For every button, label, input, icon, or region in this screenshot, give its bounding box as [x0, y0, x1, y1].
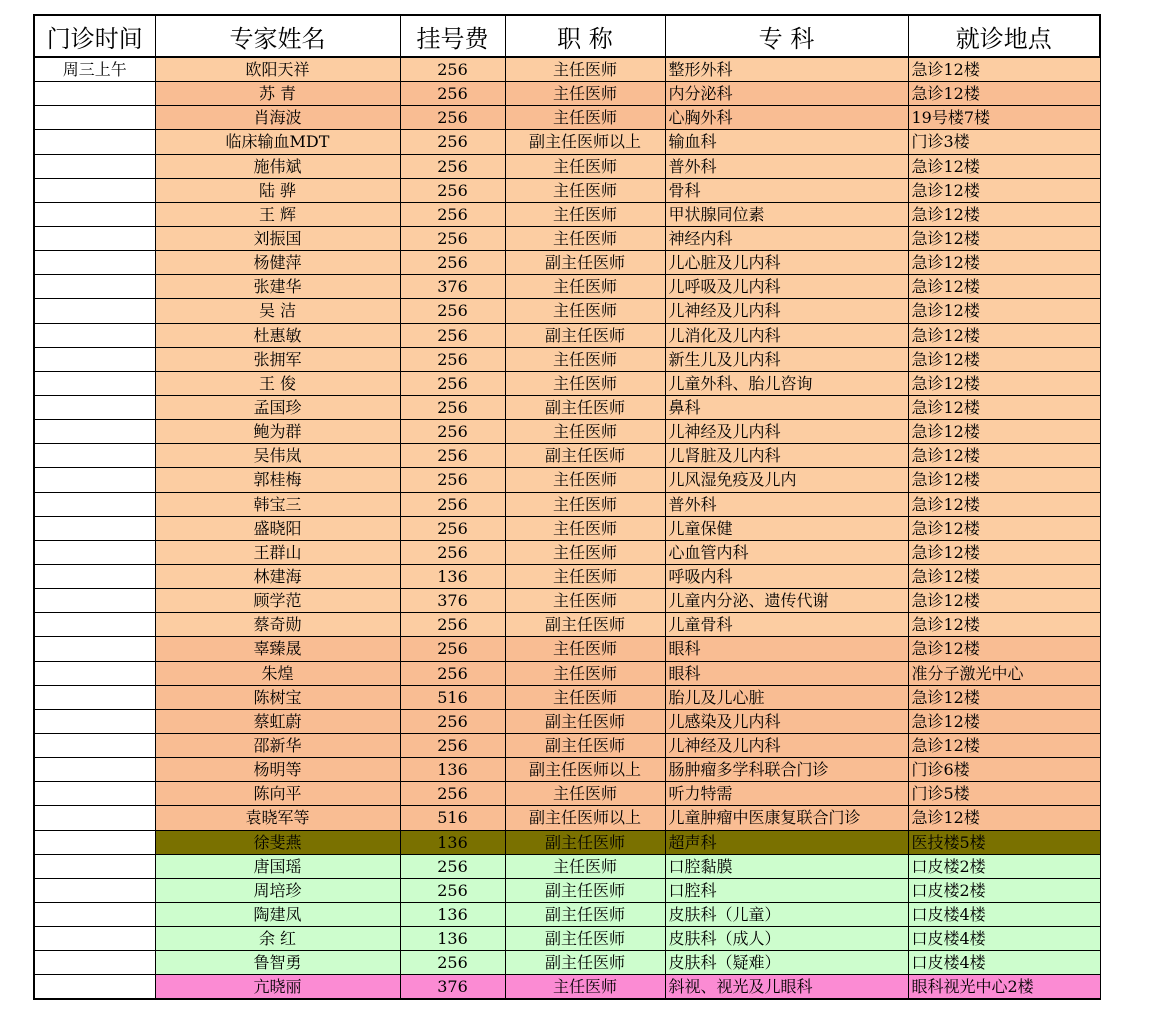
cell-title: 主任医师 — [505, 540, 665, 564]
table-row — [34, 202, 1100, 226]
cell-location: 急诊12楼 — [908, 733, 1100, 757]
table-row — [34, 709, 1100, 733]
cell-expert-name: 余 红 — [155, 927, 400, 951]
cell-location: 急诊12楼 — [908, 637, 1100, 661]
cell-expert-name: 孟国珍 — [155, 395, 400, 419]
cell-specialty: 普外科 — [665, 154, 908, 178]
cell-location: 急诊12楼 — [908, 444, 1100, 468]
cell-specialty: 口腔科 — [665, 878, 908, 902]
cell-registration-fee: 516 — [400, 806, 505, 830]
cell-clinic-time — [34, 492, 155, 516]
cell-title: 副主任医师 — [505, 927, 665, 951]
cell-specialty: 皮肤科（疑难） — [665, 951, 908, 975]
cell-title: 主任医师 — [505, 685, 665, 709]
table-row — [34, 782, 1100, 806]
cell-registration-fee: 256 — [400, 178, 505, 202]
cell-registration-fee: 136 — [400, 902, 505, 926]
table-row — [34, 613, 1100, 637]
cell-clinic-time — [34, 589, 155, 613]
cell-registration-fee: 136 — [400, 830, 505, 854]
table-row — [34, 951, 1100, 975]
cell-clinic-time — [34, 275, 155, 299]
cell-title: 主任医师 — [505, 347, 665, 371]
cell-specialty: 儿童保健 — [665, 516, 908, 540]
table-row — [34, 82, 1100, 106]
cell-registration-fee: 256 — [400, 395, 505, 419]
cell-expert-name: 苏 青 — [155, 82, 400, 106]
cell-title: 副主任医师 — [505, 709, 665, 733]
cell-title: 主任医师 — [505, 975, 665, 1000]
cell-specialty: 儿童内分泌、遗传代谢 — [665, 589, 908, 613]
cell-registration-fee: 256 — [400, 420, 505, 444]
cell-registration-fee: 256 — [400, 106, 505, 130]
cell-registration-fee: 256 — [400, 347, 505, 371]
cell-registration-fee: 256 — [400, 951, 505, 975]
cell-expert-name: 临床输血MDT — [155, 130, 400, 154]
cell-title: 副主任医师 — [505, 902, 665, 926]
cell-location: 19号楼7楼 — [908, 106, 1100, 130]
cell-clinic-time — [34, 927, 155, 951]
cell-title: 主任医师 — [505, 661, 665, 685]
cell-specialty: 心胸外科 — [665, 106, 908, 130]
cell-title: 副主任医师以上 — [505, 130, 665, 154]
cell-expert-name: 徐斐燕 — [155, 830, 400, 854]
cell-title: 主任医师 — [505, 854, 665, 878]
table-row — [34, 854, 1100, 878]
cell-clinic-time — [34, 637, 155, 661]
table-row — [34, 902, 1100, 926]
header-clinic-time: 门诊时间 — [34, 15, 155, 57]
table-row — [34, 685, 1100, 709]
cell-registration-fee: 256 — [400, 516, 505, 540]
table-row — [34, 323, 1100, 347]
cell-clinic-time — [34, 395, 155, 419]
cell-registration-fee: 256 — [400, 782, 505, 806]
cell-location: 急诊12楼 — [908, 178, 1100, 202]
cell-specialty: 儿风湿免疫及儿内 — [665, 468, 908, 492]
cell-title: 主任医师 — [505, 516, 665, 540]
cell-registration-fee: 256 — [400, 371, 505, 395]
cell-title: 主任医师 — [505, 637, 665, 661]
cell-specialty: 超声科 — [665, 830, 908, 854]
cell-registration-fee: 256 — [400, 299, 505, 323]
cell-clinic-time — [34, 178, 155, 202]
cell-location: 急诊12楼 — [908, 299, 1100, 323]
cell-title: 主任医师 — [505, 57, 665, 82]
table-row — [34, 637, 1100, 661]
cell-clinic-time — [34, 564, 155, 588]
cell-title: 主任医师 — [505, 564, 665, 588]
cell-title: 副主任医师 — [505, 251, 665, 275]
cell-expert-name: 杜惠敏 — [155, 323, 400, 347]
cell-specialty: 眼科 — [665, 637, 908, 661]
cell-location: 急诊12楼 — [908, 420, 1100, 444]
cell-clinic-time — [34, 902, 155, 926]
cell-title: 主任医师 — [505, 178, 665, 202]
table-row — [34, 540, 1100, 564]
cell-specialty: 斜视、视光及儿眼科 — [665, 975, 908, 1000]
table-row — [34, 758, 1100, 782]
cell-location: 医技楼5楼 — [908, 830, 1100, 854]
table-row — [34, 57, 1100, 82]
cell-title: 副主任医师 — [505, 733, 665, 757]
table-row — [34, 975, 1100, 1000]
cell-registration-fee: 256 — [400, 202, 505, 226]
cell-specialty: 皮肤科（成人） — [665, 927, 908, 951]
cell-registration-fee: 256 — [400, 251, 505, 275]
cell-expert-name: 杨健萍 — [155, 251, 400, 275]
cell-specialty: 心血管内科 — [665, 540, 908, 564]
cell-clinic-time — [34, 371, 155, 395]
cell-specialty: 神经内科 — [665, 226, 908, 250]
cell-specialty: 眼科 — [665, 661, 908, 685]
cell-location: 口皮楼4楼 — [908, 951, 1100, 975]
cell-specialty: 儿肾脏及儿内科 — [665, 444, 908, 468]
cell-clinic-time: 周三上午 — [34, 57, 155, 82]
cell-title: 主任医师 — [505, 468, 665, 492]
cell-registration-fee: 256 — [400, 130, 505, 154]
cell-expert-name: 杨明等 — [155, 758, 400, 782]
cell-registration-fee: 256 — [400, 854, 505, 878]
cell-clinic-time — [34, 758, 155, 782]
table-row — [34, 226, 1100, 250]
cell-expert-name: 唐国瑶 — [155, 854, 400, 878]
cell-expert-name: 陈向平 — [155, 782, 400, 806]
cell-registration-fee: 256 — [400, 709, 505, 733]
cell-expert-name: 周培珍 — [155, 878, 400, 902]
table-row — [34, 733, 1100, 757]
table-row — [34, 178, 1100, 202]
cell-specialty: 内分泌科 — [665, 82, 908, 106]
table-row — [34, 106, 1100, 130]
cell-location: 急诊12楼 — [908, 492, 1100, 516]
cell-title: 副主任医师 — [505, 878, 665, 902]
cell-specialty: 儿神经及儿内科 — [665, 420, 908, 444]
cell-specialty: 儿呼吸及儿内科 — [665, 275, 908, 299]
cell-location: 急诊12楼 — [908, 806, 1100, 830]
cell-clinic-time — [34, 806, 155, 830]
cell-expert-name: 张拥军 — [155, 347, 400, 371]
cell-location: 急诊12楼 — [908, 347, 1100, 371]
cell-location: 急诊12楼 — [908, 589, 1100, 613]
cell-clinic-time — [34, 782, 155, 806]
cell-clinic-time — [34, 347, 155, 371]
cell-location: 急诊12楼 — [908, 709, 1100, 733]
cell-title: 主任医师 — [505, 299, 665, 323]
cell-expert-name: 王群山 — [155, 540, 400, 564]
cell-specialty: 儿童肿瘤中医康复联合门诊 — [665, 806, 908, 830]
cell-specialty: 儿消化及儿内科 — [665, 323, 908, 347]
cell-expert-name: 亢晓丽 — [155, 975, 400, 1000]
cell-title: 主任医师 — [505, 492, 665, 516]
cell-expert-name: 邵新华 — [155, 733, 400, 757]
cell-location: 急诊12楼 — [908, 251, 1100, 275]
cell-registration-fee: 256 — [400, 226, 505, 250]
cell-title: 主任医师 — [505, 589, 665, 613]
cell-registration-fee: 256 — [400, 733, 505, 757]
cell-clinic-time — [34, 661, 155, 685]
cell-specialty: 儿童外科、胎儿咨询 — [665, 371, 908, 395]
cell-expert-name: 陆 骅 — [155, 178, 400, 202]
cell-registration-fee: 256 — [400, 613, 505, 637]
table-row — [34, 395, 1100, 419]
cell-expert-name: 吴伟岚 — [155, 444, 400, 468]
header-specialty: 专 科 — [665, 15, 908, 57]
cell-clinic-time — [34, 154, 155, 178]
cell-expert-name: 王 辉 — [155, 202, 400, 226]
table-row — [34, 806, 1100, 830]
cell-clinic-time — [34, 202, 155, 226]
cell-location: 急诊12楼 — [908, 395, 1100, 419]
cell-specialty: 听力特需 — [665, 782, 908, 806]
cell-location: 急诊12楼 — [908, 516, 1100, 540]
cell-expert-name: 施伟斌 — [155, 154, 400, 178]
cell-title: 主任医师 — [505, 82, 665, 106]
table-row — [34, 371, 1100, 395]
header-row — [34, 15, 1100, 57]
cell-clinic-time — [34, 854, 155, 878]
cell-expert-name: 朱煌 — [155, 661, 400, 685]
cell-expert-name: 袁晓军等 — [155, 806, 400, 830]
table-row — [34, 589, 1100, 613]
cell-clinic-time — [34, 951, 155, 975]
cell-specialty: 普外科 — [665, 492, 908, 516]
table-row — [34, 275, 1100, 299]
cell-registration-fee: 256 — [400, 57, 505, 82]
header-title: 职 称 — [505, 15, 665, 57]
table-row — [34, 661, 1100, 685]
cell-clinic-time — [34, 130, 155, 154]
table-body — [34, 57, 1100, 999]
cell-location: 急诊12楼 — [908, 323, 1100, 347]
cell-location: 急诊12楼 — [908, 540, 1100, 564]
cell-registration-fee: 376 — [400, 275, 505, 299]
cell-location: 急诊12楼 — [908, 468, 1100, 492]
cell-registration-fee: 256 — [400, 878, 505, 902]
cell-registration-fee: 376 — [400, 589, 505, 613]
cell-specialty: 鼻科 — [665, 395, 908, 419]
cell-registration-fee: 376 — [400, 975, 505, 1000]
cell-expert-name: 刘振国 — [155, 226, 400, 250]
cell-location: 口皮楼2楼 — [908, 854, 1100, 878]
schedule-table — [33, 14, 1101, 1000]
cell-registration-fee: 256 — [400, 468, 505, 492]
cell-clinic-time — [34, 830, 155, 854]
cell-specialty: 儿感染及儿内科 — [665, 709, 908, 733]
table-row — [34, 347, 1100, 371]
cell-location: 急诊12楼 — [908, 202, 1100, 226]
cell-registration-fee: 256 — [400, 154, 505, 178]
cell-clinic-time — [34, 299, 155, 323]
cell-clinic-time — [34, 540, 155, 564]
cell-clinic-time — [34, 878, 155, 902]
table-header — [34, 15, 1100, 57]
cell-clinic-time — [34, 82, 155, 106]
cell-registration-fee: 256 — [400, 492, 505, 516]
cell-clinic-time — [34, 226, 155, 250]
cell-location: 急诊12楼 — [908, 82, 1100, 106]
cell-title: 副主任医师 — [505, 395, 665, 419]
cell-registration-fee: 516 — [400, 685, 505, 709]
cell-specialty: 整形外科 — [665, 57, 908, 82]
cell-location: 急诊12楼 — [908, 226, 1100, 250]
cell-clinic-time — [34, 975, 155, 1000]
table-row — [34, 251, 1100, 275]
header-location: 就诊地点 — [908, 15, 1100, 57]
cell-specialty: 儿心脏及儿内科 — [665, 251, 908, 275]
cell-specialty: 胎儿及儿心脏 — [665, 685, 908, 709]
table-row — [34, 130, 1100, 154]
cell-registration-fee: 256 — [400, 82, 505, 106]
cell-specialty: 口腔黏膜 — [665, 854, 908, 878]
cell-expert-name: 蔡虹蔚 — [155, 709, 400, 733]
cell-title: 主任医师 — [505, 782, 665, 806]
header-expert-name: 专家姓名 — [155, 15, 400, 57]
cell-title: 副主任医师 — [505, 830, 665, 854]
cell-clinic-time — [34, 733, 155, 757]
cell-clinic-time — [34, 468, 155, 492]
table-row — [34, 420, 1100, 444]
cell-title: 主任医师 — [505, 226, 665, 250]
table-row — [34, 516, 1100, 540]
cell-specialty: 甲状腺同位素 — [665, 202, 908, 226]
table-row — [34, 468, 1100, 492]
cell-title: 主任医师 — [505, 275, 665, 299]
header-registration-fee: 挂号费 — [400, 15, 505, 57]
cell-title: 副主任医师 — [505, 613, 665, 637]
cell-location: 口皮楼4楼 — [908, 902, 1100, 926]
table-row — [34, 878, 1100, 902]
cell-expert-name: 盛晓阳 — [155, 516, 400, 540]
cell-title: 主任医师 — [505, 420, 665, 444]
cell-specialty: 输血科 — [665, 130, 908, 154]
cell-location: 准分子激光中心 — [908, 661, 1100, 685]
cell-expert-name: 吴 洁 — [155, 299, 400, 323]
cell-clinic-time — [34, 516, 155, 540]
cell-location: 急诊12楼 — [908, 685, 1100, 709]
cell-location: 门诊5楼 — [908, 782, 1100, 806]
cell-clinic-time — [34, 685, 155, 709]
cell-location: 口皮楼2楼 — [908, 878, 1100, 902]
cell-specialty: 骨科 — [665, 178, 908, 202]
cell-title: 副主任医师 — [505, 444, 665, 468]
cell-expert-name: 顾学范 — [155, 589, 400, 613]
cell-expert-name: 陈树宝 — [155, 685, 400, 709]
cell-expert-name: 林建海 — [155, 564, 400, 588]
cell-expert-name: 韩宝三 — [155, 492, 400, 516]
cell-location: 急诊12楼 — [908, 275, 1100, 299]
cell-expert-name: 鲍为群 — [155, 420, 400, 444]
table-row — [34, 492, 1100, 516]
cell-specialty: 儿童骨科 — [665, 613, 908, 637]
cell-title: 主任医师 — [505, 154, 665, 178]
table-row — [34, 830, 1100, 854]
cell-specialty: 呼吸内科 — [665, 564, 908, 588]
cell-title: 主任医师 — [505, 371, 665, 395]
cell-location: 急诊12楼 — [908, 154, 1100, 178]
cell-title: 副主任医师 — [505, 951, 665, 975]
cell-expert-name: 王 俊 — [155, 371, 400, 395]
cell-registration-fee: 136 — [400, 758, 505, 782]
cell-location: 门诊6楼 — [908, 758, 1100, 782]
cell-registration-fee: 256 — [400, 637, 505, 661]
cell-expert-name: 肖海波 — [155, 106, 400, 130]
cell-clinic-time — [34, 420, 155, 444]
cell-specialty: 皮肤科（儿童） — [665, 902, 908, 926]
cell-registration-fee: 256 — [400, 444, 505, 468]
cell-location: 急诊12楼 — [908, 613, 1100, 637]
cell-location: 急诊12楼 — [908, 564, 1100, 588]
table-row — [34, 927, 1100, 951]
cell-expert-name: 张建华 — [155, 275, 400, 299]
cell-clinic-time — [34, 251, 155, 275]
cell-expert-name: 鲁智勇 — [155, 951, 400, 975]
cell-clinic-time — [34, 444, 155, 468]
cell-title: 副主任医师以上 — [505, 758, 665, 782]
cell-expert-name: 郭桂梅 — [155, 468, 400, 492]
cell-location: 口皮楼4楼 — [908, 927, 1100, 951]
cell-specialty: 新生儿及儿内科 — [665, 347, 908, 371]
cell-expert-name: 欧阳天祥 — [155, 57, 400, 82]
cell-registration-fee: 256 — [400, 540, 505, 564]
cell-registration-fee: 256 — [400, 661, 505, 685]
cell-title: 主任医师 — [505, 202, 665, 226]
cell-title: 副主任医师以上 — [505, 806, 665, 830]
cell-specialty: 儿神经及儿内科 — [665, 733, 908, 757]
table-row — [34, 564, 1100, 588]
cell-expert-name: 陶建凤 — [155, 902, 400, 926]
cell-expert-name: 辜臻晟 — [155, 637, 400, 661]
table-row — [34, 444, 1100, 468]
cell-location: 眼科视光中心2楼 — [908, 975, 1100, 1000]
cell-clinic-time — [34, 709, 155, 733]
table-row — [34, 299, 1100, 323]
cell-registration-fee: 136 — [400, 927, 505, 951]
cell-specialty: 儿神经及儿内科 — [665, 299, 908, 323]
cell-clinic-time — [34, 323, 155, 347]
table-row — [34, 154, 1100, 178]
cell-expert-name: 蔡奇勋 — [155, 613, 400, 637]
cell-location: 急诊12楼 — [908, 57, 1100, 82]
cell-specialty: 肠肿瘤多学科联合门诊 — [665, 758, 908, 782]
cell-registration-fee: 256 — [400, 323, 505, 347]
cell-title: 副主任医师 — [505, 323, 665, 347]
cell-clinic-time — [34, 106, 155, 130]
cell-clinic-time — [34, 613, 155, 637]
cell-registration-fee: 136 — [400, 564, 505, 588]
cell-title: 主任医师 — [505, 106, 665, 130]
cell-location: 急诊12楼 — [908, 371, 1100, 395]
cell-location: 门诊3楼 — [908, 130, 1100, 154]
